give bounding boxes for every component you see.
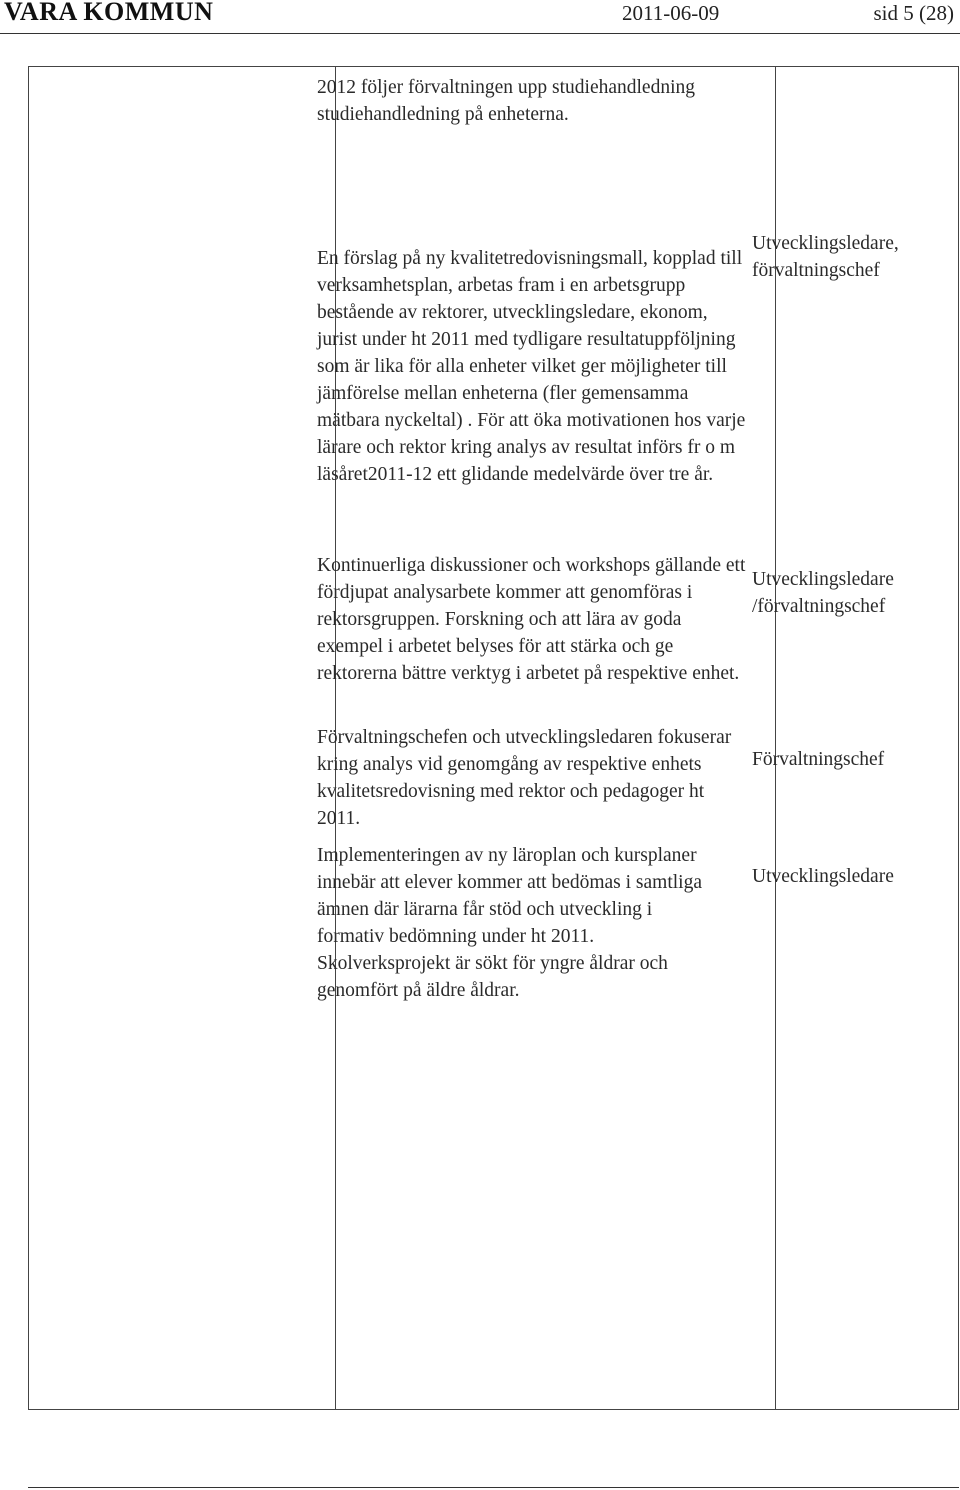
table-row-text [317,552,747,687]
table-row-text [317,724,747,832]
document-date: 2011-06-09 [622,1,720,25]
responsible-text: Utvecklingsledare /förvaltningschef [752,569,894,617]
measure-text: Förvaltningschefen och utvecklingsledaren fokuserar kring analys vid genomgång av respektive enhets kvalitetsredovisning med rektor och pedagoger ht 2011. [317,727,732,829]
table-row-text [317,74,747,128]
header-divider [0,33,960,34]
measure-text: En förslag på ny kvalitetredovisningsmall, kopplad till verksamhetsplan, arbetas fram i en arbetsgrupp bestående av rektorer, utvecklingsledare, ekonom, jurist under ht 2011 med tydligare resultatuppföljning som är lika för alla enheter vilket ger möjligheter till jämförelse mellan enheterna (fler gemensamma mätbara nyckeltal) . För att öka motivationen hos varje lärare och rektor kring analys av resultat införs fr o m läsåret2011-12 ett glidande medelvärde över tre år. [317,248,746,485]
table-row-responsible [752,746,932,773]
organization-title: VARA KOMMUN [4,0,214,26]
footer-divider [28,1487,959,1488]
responsible-text: Utvecklingsledare [752,866,894,887]
table-row-responsible [752,863,932,890]
responsible-text: Utvecklingsledare, förvaltningschef [752,233,899,281]
table-row-text [317,245,747,488]
page-number: sid 5 (28) [873,1,954,25]
measure-text: 2012 följer förvaltningen upp studiehandledning studiehandledning på enheterna. [317,77,696,125]
table-row-responsible [752,566,927,620]
table-row-text [317,842,722,1004]
responsible-text: Förvaltningschef [752,749,885,770]
measure-text: Implementeringen av ny läroplan och kursplaner innebär att elever kommer att bedömas i samtliga ämnen där lärarna får stöd och utveckling i formativ bedömning under ht 2011. Skolverksprojekt är sökt för yngre åldrar och genomfört på äldre åldrar. [317,845,702,1001]
table-row-responsible [752,230,952,284]
page-header [0,0,960,32]
measure-text: Kontinuerliga diskussioner och workshops gällande ett fördjupat analysarbete kommer att genomföras i rektorsgruppen. Forskning och att lära av goda exempel i arbetet belyses för att stärka och ge rektorerna bättre verktyg i arbetet på respektive enhet. [317,555,746,684]
